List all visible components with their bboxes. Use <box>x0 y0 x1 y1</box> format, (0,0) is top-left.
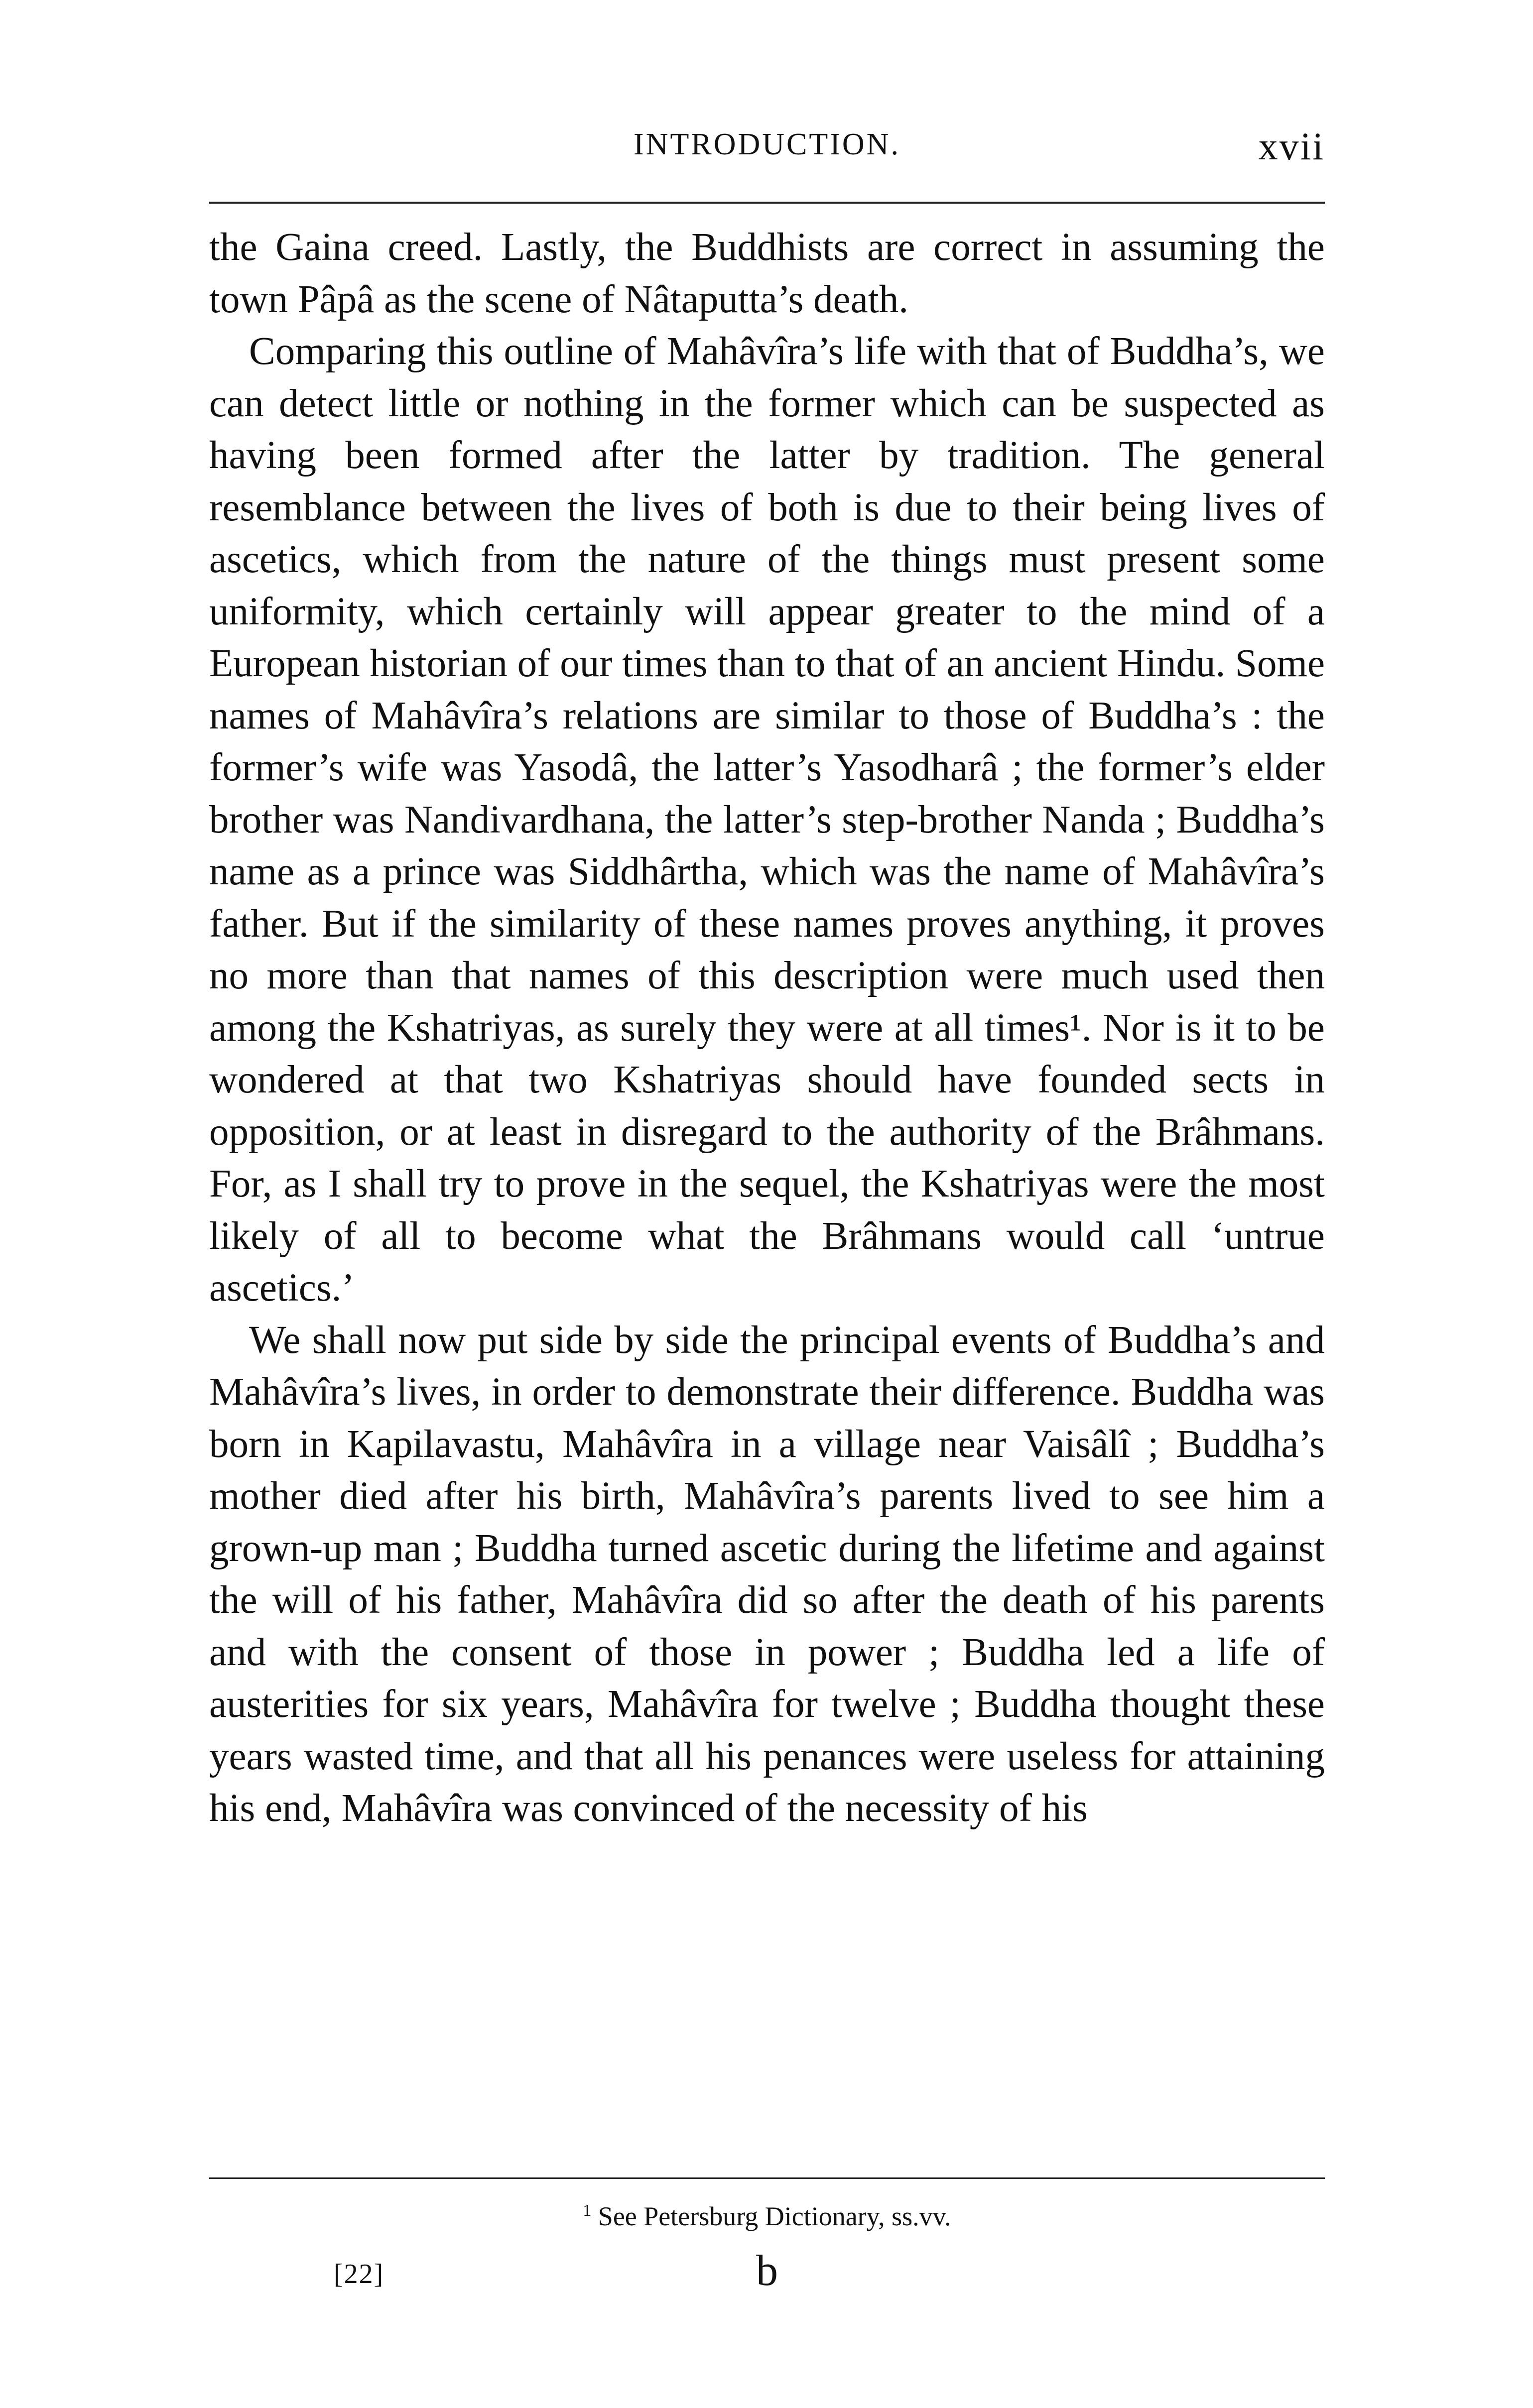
paragraph: Comparing this outline of Mahâvîra’s life with that of Buddha’s, we can detect little or nothing in the former which can be suspected as having been formed after the latter by tradition. The general resemblance between the lives of both is due to their being lives of ascetics, which from the nature of the things must present some uniformity, which certainly will appear greater to the mind of a European historian of our times than to that of an ancient Hindu. Some names of Mahâvîra’s relations are similar to those of Buddha’s : the former’s wife was Yasodâ, the latter’s Yasodharâ ; the former’s elder brother was Nandivardhana, the latter’s step-brother Nanda ; Buddha’s name as a prince was Siddhârtha, which was the name of Mahâvîra’s father. But if the similarity of these names proves anything, it proves no more than that names of this description were much used then among the Kshatriyas, as surely they were at all times¹. Nor is it to be wondered at that two Kshatriyas should have founded sects in opposition, or at least in disregard to the authority of the Brâhmans. For, as I shall try to prove in the sequel, the Kshatriyas were the most likely of all to become what the Brâhmans would call ‘untrue ascetics.’ <box>209 330 1325 1310</box>
footnote-text: See Petersburg Dictionary, ss.vv. <box>598 2201 951 2231</box>
footnote-marker: 1 <box>583 2201 592 2220</box>
page-number: xvii <box>1258 124 1325 168</box>
book-page <box>209 0 1325 2408</box>
body-text <box>209 222 1325 1835</box>
paragraph: We shall now put side by side the principal events of Buddha’s and Mahâvîra’s lives, in order to demonstrate their difference. Buddha was born in Kapilavastu, Mahâvîra in a village near Vaisâlî ; Buddha’s mother died after his birth, Mahâvîra’s parents lived to see him a grown-up man ; Buddha turned ascetic during the lifetime and against the will of his father, Mahâvîra did so after the death of his parents and with the consent of those in power ; Buddha led a life of austerities for six years, Mahâvîra for twelve ; Buddha thought these years wasted time, and that all his penances were useless for attaining his end, Mahâvîra was convinced of the necessity of his <box>209 1318 1325 1830</box>
signature-mark: b <box>756 2247 778 2295</box>
paragraph-continued: the Gaina creed. Lastly, the Buddhists are correct in assuming the town Pâpâ as the scene of Nâtaputta’s death. <box>209 226 1325 321</box>
page-header <box>209 124 1325 182</box>
sheet-number: [22] <box>334 2259 384 2289</box>
footnote <box>209 2201 1325 2232</box>
running-head: INTRODUCTION. <box>634 127 900 161</box>
footnote-rule <box>209 2177 1325 2179</box>
header-rule <box>209 202 1325 204</box>
